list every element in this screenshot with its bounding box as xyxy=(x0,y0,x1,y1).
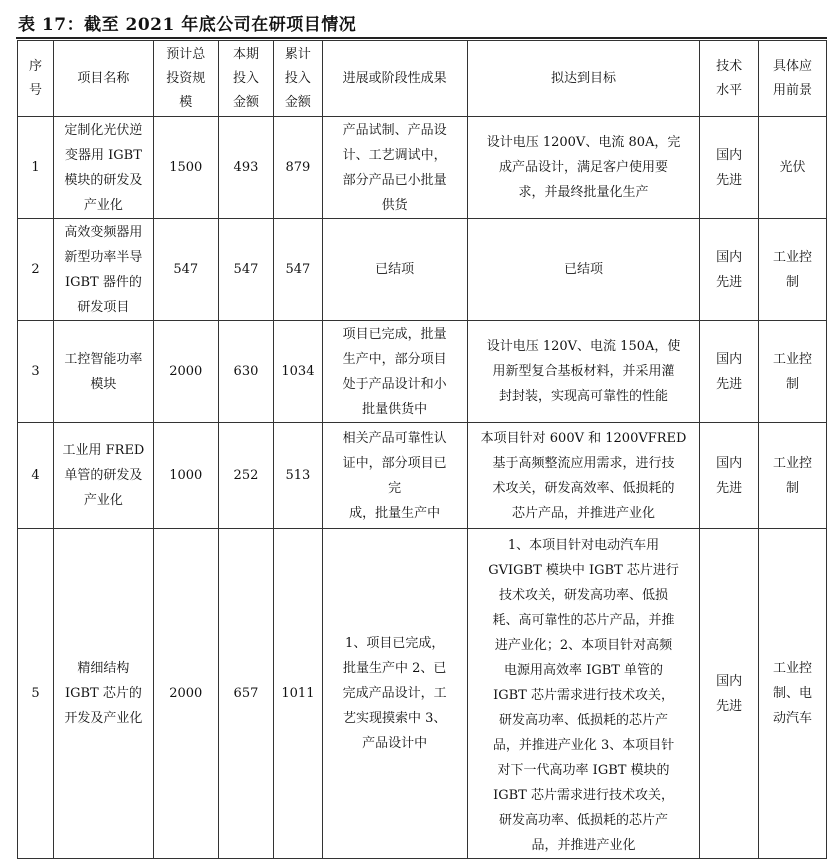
table-row xyxy=(18,117,827,219)
cell-goal xyxy=(467,423,700,529)
cell-line: 国内 xyxy=(716,351,743,367)
cell-progress xyxy=(322,529,467,859)
cell-line: 开发及产业化 xyxy=(64,711,143,726)
cell-line: 进产业化；2、本项目针对高频 xyxy=(494,638,673,653)
cell-line: 工业控 xyxy=(773,351,813,367)
header-current xyxy=(218,41,274,117)
cell-line: 技术攻关，研发高功率、低损 xyxy=(499,588,669,603)
cell-cumulative: 547 xyxy=(274,219,322,321)
cell-no: 1 xyxy=(18,117,54,219)
table-row xyxy=(18,321,827,423)
cell-line: 技术 xyxy=(716,58,743,74)
cell-line: 制 xyxy=(786,274,800,290)
cell-cumulative: 1011 xyxy=(274,529,322,859)
cell-line: 相关产品可靠性认 xyxy=(342,430,447,446)
cell-no: 3 xyxy=(18,321,54,423)
cell-line: 用前景 xyxy=(773,82,813,98)
cell-line: 计、工艺调试中， xyxy=(342,147,447,163)
cell-current: 547 xyxy=(218,219,274,321)
cell-line: 本期 xyxy=(232,46,259,62)
cell-budget: 1000 xyxy=(153,423,218,529)
header-progress-text xyxy=(327,67,463,91)
cell-current: 630 xyxy=(218,321,274,423)
cell-budget: 2000 xyxy=(153,321,218,423)
cell-line: IGBT 芯片需求进行技术攻关， xyxy=(493,688,674,703)
cell-line: 产业化 xyxy=(83,197,123,213)
cell-budget: 1500 xyxy=(153,117,218,219)
header-cumulative xyxy=(274,41,322,117)
cell-line: 供货 xyxy=(381,197,408,213)
cell-line: 新型功率半导 xyxy=(64,249,143,265)
cell-line: 号 xyxy=(29,82,43,98)
cell-line: 电源用高效率 IGBT 单管的 xyxy=(504,663,664,678)
cell-level xyxy=(700,529,759,859)
cell-line: 设计电压 1200V、电流 80A，完 xyxy=(486,135,681,150)
cell-line: 求，并最终批量化生产 xyxy=(518,185,649,200)
cell-goal xyxy=(467,529,700,859)
cell-line: IGBT 芯片的 xyxy=(64,686,142,701)
cell-line: 设计电压 120V、电流 150A，使 xyxy=(486,339,681,354)
header-no xyxy=(18,41,54,117)
cell-line: 研发高功率、低损耗的芯片产 xyxy=(499,813,669,828)
cell-line: 基于高频整流应用需求，进行技 xyxy=(492,455,675,471)
title-rule xyxy=(16,37,827,39)
cell-line: 工业控 xyxy=(773,249,813,265)
cell-line: 完成产品设计，工 xyxy=(342,686,447,701)
cell-line: 国内 xyxy=(716,455,743,471)
cell-line: 国内 xyxy=(716,147,743,163)
cell-line: 先进 xyxy=(716,274,743,290)
cell-line: 具体应 xyxy=(773,58,813,74)
cell-line: 工业控 xyxy=(773,455,813,471)
cell-line: 批量生产中 2、已 xyxy=(342,661,447,676)
cell-line: 模块的研发及 xyxy=(64,172,143,188)
cell-line: 研发高功率、低损耗的芯片产 xyxy=(499,713,669,728)
cell-no: 4 xyxy=(18,423,54,529)
cell-line: 模 xyxy=(179,94,193,110)
cell-goal xyxy=(467,321,700,423)
cell-line: 批量供货中 xyxy=(362,401,428,417)
cell-line: 生产中，部分项目 xyxy=(342,351,447,367)
cell-line: 先进 xyxy=(716,376,743,392)
cell-line: 工业用 FRED xyxy=(62,443,145,458)
cell-line: 国内 xyxy=(716,249,743,265)
cell-line: 封封装，实现高可靠性的性能 xyxy=(499,389,669,404)
cell-line: GVIGBT 模块中 IGBT 芯片进行 xyxy=(488,563,679,578)
header-no-text xyxy=(22,55,49,103)
header-current-text xyxy=(223,43,270,115)
cell-line: 证中，部分项目已 xyxy=(342,455,447,471)
cell-goal xyxy=(467,117,700,219)
cell-level xyxy=(700,423,759,529)
cell-line: 工业控 xyxy=(773,661,813,676)
cell-application xyxy=(759,219,827,321)
cell-line: 1、项目已完成， xyxy=(345,636,445,651)
cell-cumulative: 879 xyxy=(274,117,322,219)
cell-budget: 2000 xyxy=(153,529,218,859)
cell-line: 高效变频器用 xyxy=(64,224,143,240)
cell-line: 部分产品已小批量 xyxy=(342,172,447,188)
cell-line: 金额 xyxy=(232,94,259,110)
cell-progress xyxy=(322,423,467,529)
header-row xyxy=(18,41,827,117)
cell-progress xyxy=(322,117,467,219)
cell-line: 水平 xyxy=(716,82,743,98)
header-goal xyxy=(467,41,700,117)
cell-current: 493 xyxy=(218,117,274,219)
table-title: 表 17：截至 2021 年底公司在研项目情况 xyxy=(18,15,357,35)
cell-cumulative: 1034 xyxy=(274,321,322,423)
cell-name xyxy=(54,529,154,859)
table-row xyxy=(18,219,827,321)
cell-line: 投资规 xyxy=(166,70,206,86)
header-cumulative-text xyxy=(278,43,317,115)
header-goal-text xyxy=(472,67,696,91)
cell-line: 定制化光伏逆 xyxy=(64,122,143,138)
cell-level xyxy=(700,321,759,423)
header-progress xyxy=(322,41,467,117)
table-row xyxy=(18,529,827,859)
cell-line: 成产品设计，满足客户使用要 xyxy=(499,160,669,175)
cell-line: 模块 xyxy=(90,376,117,392)
cell-line: 投入 xyxy=(284,70,311,86)
cell-name xyxy=(54,117,154,219)
cell-line: 艺实现摸索中 3、 xyxy=(342,711,447,726)
header-application xyxy=(759,41,827,117)
cell-application xyxy=(759,321,827,423)
cell-line: 耗、高可靠性的芯片产品，并推 xyxy=(492,613,675,628)
cell-line: 品，并推进产业化 xyxy=(531,838,636,853)
table-row xyxy=(18,423,827,529)
cell-line: 处于产品设计和小 xyxy=(342,376,447,392)
cell-application xyxy=(759,117,827,219)
cell-line: 完 xyxy=(388,480,402,496)
cell-line: 研发项目 xyxy=(77,299,130,315)
cell-level xyxy=(700,219,759,321)
cell-line: 精细结构 xyxy=(77,661,130,676)
cell-line: 对下一代高功率 IGBT 模块的 xyxy=(497,763,670,778)
cell-budget: 547 xyxy=(153,219,218,321)
cell-line: 已结项 xyxy=(375,262,415,277)
rd-projects-table xyxy=(17,40,827,859)
cell-progress xyxy=(322,321,467,423)
cell-line: 产品试制、产品设 xyxy=(342,122,447,138)
cell-line: 1、本项目针对电动汽车用 xyxy=(507,538,660,553)
cell-line: 先进 xyxy=(716,172,743,188)
cell-line: 序 xyxy=(29,58,43,74)
cell-line: IGBT 器件的 xyxy=(64,274,142,290)
cell-line: 变器用 IGBT xyxy=(64,147,142,163)
cell-no: 5 xyxy=(18,529,54,859)
cell-application xyxy=(759,529,827,859)
cell-line: 投入 xyxy=(232,70,259,86)
header-level xyxy=(700,41,759,117)
cell-line: 产品设计中 xyxy=(362,736,428,751)
cell-line: 术攻关，研发高效率、低损耗的 xyxy=(492,480,675,496)
cell-name xyxy=(54,321,154,423)
cell-line: 本项目针对 600V 和 1200VFRED xyxy=(480,430,687,446)
header-application-text xyxy=(763,55,822,103)
cell-line: 单管的研发及 xyxy=(64,468,143,483)
cell-line: 已结项 xyxy=(564,262,604,277)
cell-line: 工控智能功率 xyxy=(64,351,143,367)
cell-line: 国内 xyxy=(716,673,743,689)
cell-line: 产业化 xyxy=(83,493,123,508)
cell-line: 先进 xyxy=(716,480,743,496)
header-budget-text xyxy=(158,43,214,115)
cell-line: 品，并推进产业化 3、本项目针 xyxy=(492,738,675,753)
cell-line: 先进 xyxy=(716,698,743,714)
header-name xyxy=(54,41,154,117)
cell-name xyxy=(54,219,154,321)
cell-line: 成，批量生产中 xyxy=(349,505,441,521)
header-level-text xyxy=(704,55,754,103)
cell-no: 2 xyxy=(18,219,54,321)
cell-line: 制 xyxy=(786,480,800,496)
cell-line: 项目已完成，批量 xyxy=(342,326,447,342)
cell-line: 累计 xyxy=(284,46,311,62)
cell-line: 预计总 xyxy=(166,46,206,62)
header-name-text xyxy=(58,67,149,91)
cell-current: 252 xyxy=(218,423,274,529)
cell-goal xyxy=(467,219,700,321)
cell-line: 用新型复合基板材料，并采用灌 xyxy=(492,364,675,379)
cell-line: 拟达到目标 xyxy=(551,70,617,86)
cell-current: 657 xyxy=(218,529,274,859)
cell-line: 制 xyxy=(786,376,800,392)
cell-application xyxy=(759,423,827,529)
cell-line: 光伏 xyxy=(779,160,806,175)
cell-line: 进展或阶段性成果 xyxy=(342,70,447,86)
cell-line: 项目名称 xyxy=(77,70,130,86)
cell-cumulative: 513 xyxy=(274,423,322,529)
cell-line: 动汽车 xyxy=(773,711,813,726)
cell-name xyxy=(54,423,154,529)
cell-line: 制、电 xyxy=(773,686,813,701)
cell-line: 芯片产品，并推进产业化 xyxy=(512,505,656,521)
cell-line: IGBT 芯片需求进行技术攻关， xyxy=(493,788,674,803)
cell-progress xyxy=(322,219,467,321)
cell-line: 金额 xyxy=(284,94,311,110)
header-budget xyxy=(153,41,218,117)
cell-level xyxy=(700,117,759,219)
